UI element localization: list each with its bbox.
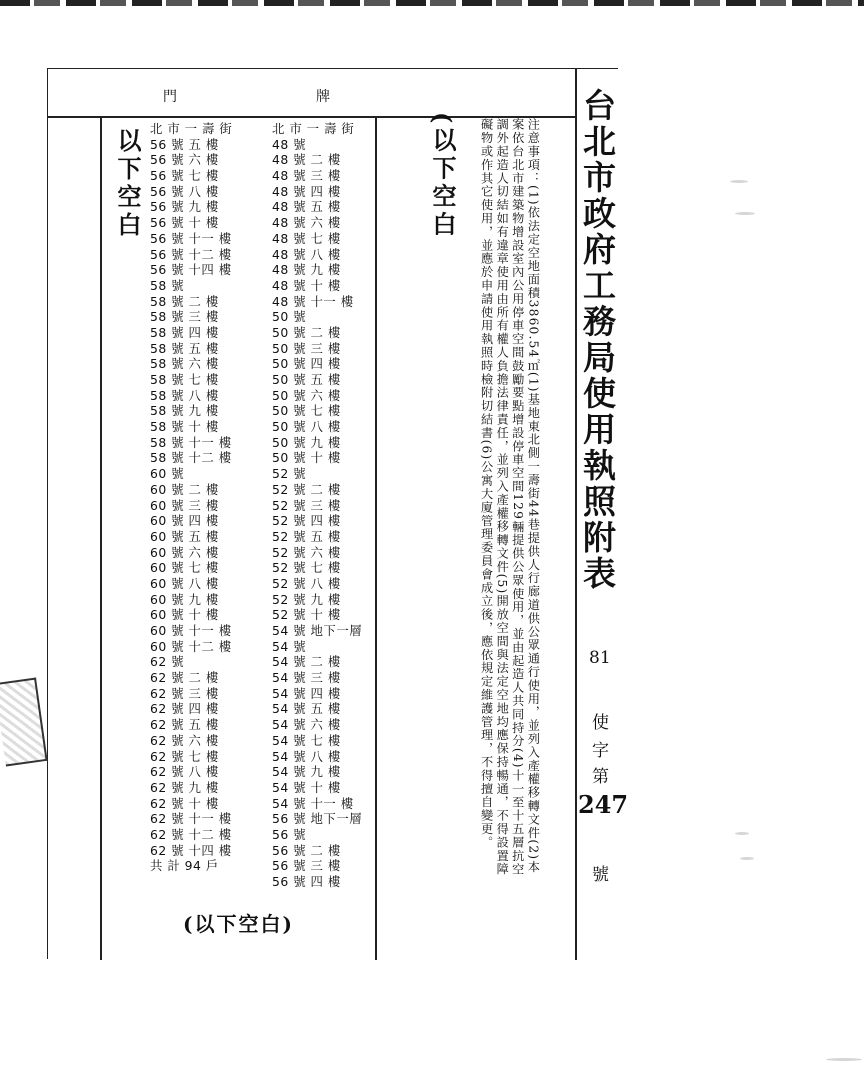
permit-number: 247: [578, 790, 629, 819]
doorplate-entry: 54 號 七 樓: [272, 732, 341, 748]
stamp-fragment-left: [0, 677, 48, 766]
doorplate-entry: 52 號 九 樓: [272, 591, 341, 607]
doorplate-entry: 50 號 九 樓: [272, 434, 341, 450]
doorplate-entry: 56 號 二 樓: [272, 842, 341, 858]
doorplate-entry: 48 號 五 樓: [272, 199, 341, 215]
doorplate-entry: 48 號 四 樓: [272, 183, 341, 199]
doorplate-entry: 58 號 六 樓: [150, 356, 219, 372]
doorplate-entry: 60 號 六 樓: [150, 544, 219, 560]
permit-ordinal: 第: [592, 767, 609, 787]
doorplate-entry: 56 號 十二 樓: [150, 246, 232, 262]
doorplate-entry: 48 號 八 樓: [272, 246, 341, 262]
doorplate-entry: 54 號: [272, 638, 307, 654]
doorplate-entry: 62 號 四 樓: [150, 701, 219, 717]
doorplate-column-2: [272, 121, 362, 890]
permit-suffix: 號: [592, 865, 609, 885]
doorplate-entry: 56 號 四 樓: [272, 874, 341, 889]
doorplate-entry: 62 號 六 樓: [150, 732, 219, 748]
doorplate-entry: 52 號 八 樓: [272, 575, 341, 591]
doorplate-entry: 60 號 八 樓: [150, 575, 219, 591]
doorplate-entry: 60 號 十 樓: [150, 607, 219, 623]
doorplate-entry: 54 號 八 樓: [272, 748, 341, 764]
doorplate-entry: 62 號 八 樓: [150, 764, 219, 780]
doorplate-entry: 52 號: [272, 466, 307, 482]
doorplate-entry: 58 號 三 樓: [150, 309, 219, 325]
doorplate-entry: 62 號 十 樓: [150, 795, 219, 811]
doorplate-entry: 56 號 八 樓: [150, 183, 219, 199]
doorplate-entry: 62 號 七 樓: [150, 748, 219, 764]
page-title: 台北市政府工務局使用執照附表: [578, 88, 617, 592]
doorplate-entry: 48 號: [272, 136, 307, 152]
doorplate-entry: 60 號: [150, 466, 185, 482]
permit-year: 81: [589, 648, 611, 668]
doorplate-entry: 60 號 十二 樓: [150, 638, 232, 654]
doorplate-entry: 56 號 十 樓: [150, 215, 219, 231]
doorplate-entry: 62 號 十一 樓: [150, 811, 232, 827]
doorplate-entry: 58 號 四 樓: [150, 324, 219, 340]
doorplate-entry: 58 號 十 樓: [150, 419, 219, 435]
left-column-divider: [100, 117, 102, 960]
scan-mark: [735, 832, 749, 835]
doorplate-entry: 60 號 十一 樓: [150, 623, 232, 638]
doorplate-entry: 60 號 二 樓: [150, 481, 219, 497]
doorplate-entry: 50 號 七 樓: [272, 403, 341, 419]
doorplate-entry: 52 號 二 樓: [272, 481, 341, 497]
doorplate-entry: 60 號 三 樓: [150, 497, 219, 513]
doorplate-entry: 52 號 四 樓: [272, 513, 341, 529]
doorplate-entry: 60 號 九 樓: [150, 591, 219, 607]
doorplate-entry: 56 號 十四 樓: [150, 262, 232, 278]
doorplate-entry: 50 號 十 樓: [272, 450, 341, 466]
doorplate-entry: 62 號 三 樓: [150, 685, 219, 701]
doorplate-entry: 62 號 十四 樓: [150, 842, 232, 858]
doorplate-entry: 50 號 六 樓: [272, 387, 341, 403]
doorplate-entry: 56 號 七 樓: [150, 168, 219, 184]
doorplate-entry: 58 號: [150, 277, 185, 293]
street-heading: 北 市 一 壽 街: [150, 121, 233, 136]
permit-word: 字: [592, 741, 609, 761]
doorplate-entry: 54 號 二 樓: [272, 654, 341, 670]
doorplate-entry: 50 號: [272, 309, 307, 325]
doorplate-entry: 58 號 九 樓: [150, 403, 219, 419]
notes-text: 注意事項：(1)依法定空地面積3860.54㎡(1)基地東北側一壽街44巷提供人行廊道供公眾通行使用，並列入產權移轉文件(2)本案依台北市建築物增設室內公用停車空間鼓勵要點增設停車空間129輛提供公眾使用，並由起造人共同持分(4)十一至十五層抗空調外起造人切結如有違章使用由所有權人負擔法律責任，並列入產權移轉文件(5)開放空間與法定空地均應保持暢通，不得設置障礙物或作其它使用，並應於申請使用執照時檢附切結書(6)公寓大廈管理委員會成立後，應依規定維護管理，不得擅自變更。: [479, 118, 541, 876]
doorplate-entry: 62 號 九 樓: [150, 779, 219, 795]
scan-mark: [730, 180, 748, 183]
doorplate-entry: 58 號 五 樓: [150, 340, 219, 356]
scan-mark: [740, 857, 754, 860]
doorplate-entry: 58 號 七 樓: [150, 372, 219, 387]
doorplate-entry: 60 號 四 樓: [150, 513, 219, 529]
doorplate-entry: 56 號: [272, 826, 307, 842]
header-door-label: 門: [163, 89, 177, 105]
doorplate-entry: 58 號 八 樓: [150, 387, 219, 403]
doorplate-entry: 54 號 三 樓: [272, 670, 341, 686]
doorplate-entry: 48 號 二 樓: [272, 152, 341, 168]
doorplate-entry: 60 號 五 樓: [150, 528, 219, 544]
doorplate-entry: 52 號 六 樓: [272, 544, 341, 560]
permit-type-char: 使: [592, 713, 609, 733]
doorplate-entry: 58 號 十二 樓: [150, 450, 232, 466]
doorplate-entry: 54 號 五 樓: [272, 701, 341, 717]
right-column-divider: [375, 117, 377, 960]
doorplate-entry: 50 號 二 樓: [272, 324, 341, 340]
doorplate-entry: 52 號 三 樓: [272, 497, 341, 513]
scan-mark: [735, 212, 755, 215]
doorplate-entry: 48 號 七 樓: [272, 230, 341, 246]
doorplate-entry: 50 號 四 樓: [272, 356, 341, 372]
doorplate-entry: 58 號 十一 樓: [150, 434, 232, 450]
doorplate-entry: 50 號 八 樓: [272, 419, 341, 435]
handwritten-below-blank-left: 以下空白: [113, 128, 142, 240]
doorplate-entry: 52 號 五 樓: [272, 528, 341, 544]
doorplate-entry: 62 號 五 樓: [150, 717, 219, 733]
doorplate-entry: 48 號 十一 樓: [272, 293, 354, 309]
scan-mark: [826, 1058, 862, 1061]
doorplate-entry: 54 號 十一 樓: [272, 795, 354, 811]
doorplate-entry: 62 號: [150, 654, 185, 670]
doorplate-entry: 48 號 十 樓: [272, 277, 341, 293]
doorplate-entry: 56 號 六 樓: [150, 152, 219, 168]
doorplate-entry: 48 號 六 樓: [272, 215, 341, 231]
doorplate-entry: 56 號 三 樓: [272, 858, 341, 874]
doorplate-entry: 54 號 四 樓: [272, 685, 341, 701]
doorplate-entry: 54 號 六 樓: [272, 717, 341, 733]
doorplate-entry: 60 號 七 樓: [150, 560, 219, 576]
doorplate-entry: 52 號 十 樓: [272, 607, 341, 623]
title-column-divider: [575, 68, 577, 960]
doorplate-entry: 48 號 九 樓: [272, 262, 341, 278]
doorplate-entry: 50 號 三 樓: [272, 340, 341, 356]
doorplate-entry: 56 號 五 樓: [150, 136, 219, 152]
doorplate-entry: 56 號 九 樓: [150, 199, 219, 215]
top-scan-edge: [0, 0, 864, 6]
doorplate-entry: 48 號 三 樓: [272, 168, 341, 184]
doorplate-entry: 58 號 二 樓: [150, 293, 219, 309]
doorplate-entry: 54 號 地下一層: [272, 623, 363, 638]
header-plate-label: 牌: [316, 89, 330, 105]
doorplate-entry: 62 號 二 樓: [150, 670, 219, 686]
doorplate-entry: 62 號 十二 樓: [150, 826, 232, 842]
handwritten-below-blank-right: (以下空白: [428, 112, 457, 240]
doorplate-entry: 56 號 地下一層: [272, 811, 363, 827]
doorplate-column-1: [150, 121, 232, 874]
doorplate-entry: 54 號 九 樓: [272, 764, 341, 780]
doorplate-entry: 56 號 十一 樓: [150, 230, 232, 246]
doorplate-entry: 54 號 十 樓: [272, 779, 341, 795]
street-heading: 北 市 一 壽 街: [272, 121, 355, 136]
doorplate-entry: 50 號 五 樓: [272, 372, 341, 387]
doorplate-entry: 共 計 94 戶: [150, 858, 219, 874]
handwritten-below-blank-bottom: (以下空白): [183, 912, 294, 936]
doorplate-entry: 52 號 七 樓: [272, 560, 341, 576]
